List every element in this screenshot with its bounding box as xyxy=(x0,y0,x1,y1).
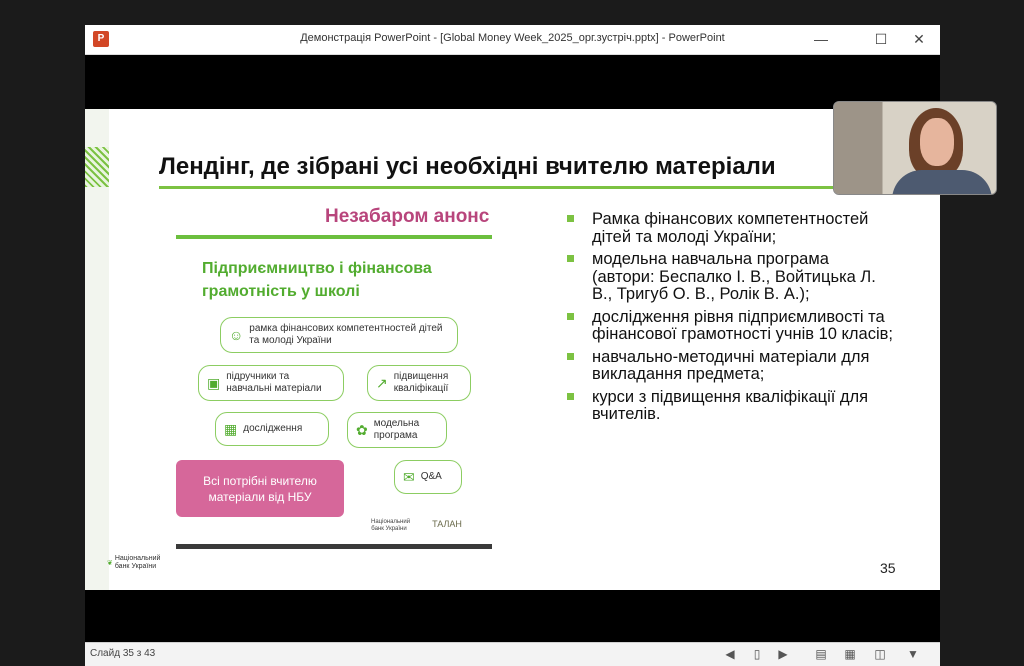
normal-view-icon[interactable]: ▤ xyxy=(815,647,827,661)
pill-label: Q&A xyxy=(420,471,442,482)
growth-icon: ↗ xyxy=(376,375,388,391)
slide-title: Лендінг, де зібрані усі необхідні вчителю матеріали xyxy=(159,153,776,180)
status-bar xyxy=(85,642,940,666)
slide-counter: Слайд 35 з 43 xyxy=(90,648,156,659)
powerpoint-icon: P xyxy=(93,31,109,47)
image-green-bar xyxy=(176,235,492,239)
slide-decoration xyxy=(85,109,109,590)
close-button[interactable]: ✕ xyxy=(913,31,925,47)
slide[interactable] xyxy=(85,109,940,590)
webcam-overlay[interactable] xyxy=(833,101,997,195)
slideshow-icon[interactable]: ▼ xyxy=(907,647,919,661)
pill-label: підручники та навчальні матеріали xyxy=(226,371,322,394)
bullet-item: курси з підвищення кваліфікації для вчителів. xyxy=(565,389,895,424)
pink-banner: Всі потрібні вчителю матеріали від НБУ xyxy=(176,460,344,517)
bullet-item: модельна навчальна програма (автори: Беспалко І. В., Войтицька Л. В., Тригуб О. В., Ролік В. А.); xyxy=(565,251,895,304)
slide-sorter-icon[interactable]: ▯ xyxy=(753,647,761,661)
people-icon: ☺ xyxy=(229,327,244,343)
pill-qualification xyxy=(367,365,471,401)
maximize-button[interactable]: ☐ xyxy=(874,31,888,47)
image-bottom-bar xyxy=(176,544,492,549)
pill-label: рамка фінансових компетентностей дітей та молоді України xyxy=(249,323,443,346)
bullet-square-icon xyxy=(567,313,574,320)
reading-view-icon[interactable]: ◫ xyxy=(874,647,886,661)
powerpoint-window xyxy=(85,25,940,665)
nbu-small-logo: Національний банк України xyxy=(371,519,411,532)
pill-model-program xyxy=(347,412,447,448)
title-underline xyxy=(159,186,940,189)
title-bar xyxy=(85,25,940,55)
announce-label: Незабаром анонс xyxy=(325,206,490,227)
hatch-pattern xyxy=(85,147,109,187)
bullet-square-icon xyxy=(567,215,574,222)
webcam-person-face xyxy=(920,118,954,166)
pill-label: модельна програма xyxy=(373,418,420,441)
board-icon: ▣ xyxy=(207,375,221,391)
pill-label: дослідження xyxy=(243,423,303,434)
image-heading: Підприємництво і фінансова грамотність у школі xyxy=(202,260,432,300)
bullet-item: навчально-методичні матеріали для викладання предмета; xyxy=(565,349,895,384)
chart-icon: ▦ xyxy=(224,421,238,437)
bullet-square-icon xyxy=(567,353,574,360)
pill-label: підвищення кваліфікації xyxy=(393,371,449,394)
webcam-person-body xyxy=(892,170,992,195)
window-title: Демонстрація PowerPoint - [Global Money Week_2025_орг.зустріч.pptx] - PowerPoint xyxy=(300,32,725,44)
pill-qa xyxy=(394,460,462,494)
grid-view-icon[interactable]: ▦ xyxy=(844,647,856,661)
pill-competence-frame xyxy=(220,317,458,353)
bullet-item: Рамка фінансових компетентностей дітей та молоді України; xyxy=(565,211,895,246)
nbu-footer-logo: ❦ Національний банк України xyxy=(107,555,161,570)
page-number: 35 xyxy=(880,560,896,576)
pill-research xyxy=(215,412,329,446)
leaf-icon: ❦ xyxy=(107,559,113,567)
pill-textbooks xyxy=(198,365,344,401)
bullet-item: дослідження рівня підприємливості та фінансової грамотності учнів 10 класів; xyxy=(565,309,895,344)
bullet-square-icon xyxy=(567,255,574,262)
next-slide-button[interactable]: ▶ xyxy=(778,647,788,661)
megaphone-icon: ✉ xyxy=(403,469,415,485)
brain-icon: ✿ xyxy=(356,422,368,438)
bullet-list xyxy=(565,211,895,429)
talan-logo: ТАЛАН xyxy=(432,519,462,529)
minimize-button[interactable]: — xyxy=(814,31,828,47)
previous-slide-button[interactable]: ◀ xyxy=(725,647,735,661)
bullet-square-icon xyxy=(567,393,574,400)
